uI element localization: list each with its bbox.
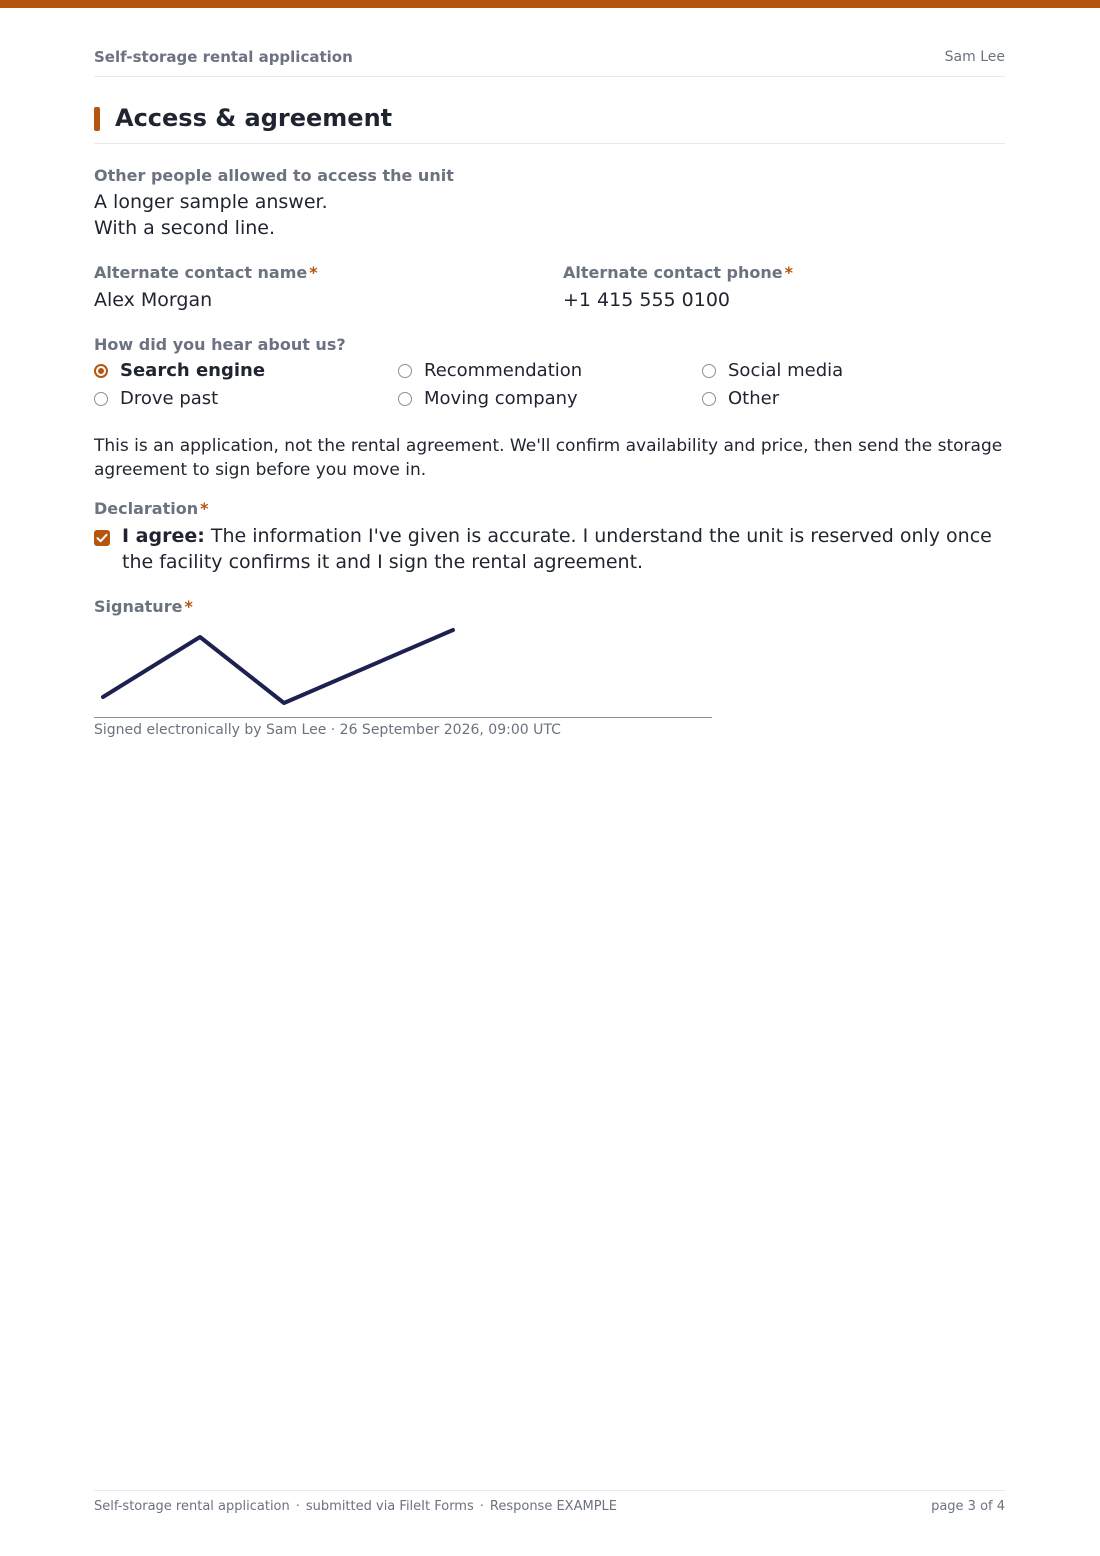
- radio-label: Moving company: [424, 388, 578, 409]
- required-mark: *: [184, 597, 193, 616]
- agree-body: The information I've given is accurate. I understand the unit is reserved only once the facility confirms it and I sign the rental agreement.: [122, 525, 992, 573]
- checkmark-icon: [94, 530, 110, 546]
- top-accent-bar: [0, 0, 1100, 8]
- user-name: Sam Lee: [944, 49, 1005, 65]
- radio-circle[interactable]: [398, 364, 412, 378]
- page-header: [94, 48, 1005, 77]
- radio-label: Social media: [728, 360, 844, 381]
- page-number: page 3 of 4: [931, 1499, 1005, 1514]
- alt-contact-phone-label: Alternate contact phone *: [563, 263, 793, 282]
- declaration-text: [122, 523, 1005, 575]
- alt-contact-name-value: Alex Morgan: [94, 289, 213, 311]
- radio-circle[interactable]: [94, 392, 108, 406]
- agree-lead: I agree:: [122, 525, 205, 547]
- required-mark: *: [200, 499, 209, 518]
- radio-circle[interactable]: [398, 392, 412, 406]
- radio-circle[interactable]: [94, 364, 108, 378]
- alt-contact-name-label: Alternate contact name *: [94, 263, 318, 282]
- other-people-value-line-2: With a second line.: [94, 217, 275, 239]
- section-accent-bar: [94, 107, 100, 131]
- radio-label: Other: [728, 388, 780, 409]
- section-header: [94, 104, 1005, 144]
- signature-caption: Signed electronically by Sam Lee · 26 September 2026, 09:00 UTC: [94, 722, 561, 738]
- footer-info: Self-storage rental application · submitted via FileIt Forms · Response EXAMPLE: [94, 1499, 617, 1514]
- page-footer: [94, 1490, 1005, 1521]
- other-people-label: Other people allowed to access the unit: [94, 166, 454, 185]
- required-mark: *: [309, 263, 318, 282]
- application-note: This is an application, not the rental agreement. We'll confirm availability and price, then send the storage agreement to sign before you move in.: [94, 436, 1003, 480]
- other-people-value-line-1: A longer sample answer.: [94, 191, 328, 213]
- form-title: Self-storage rental application: [94, 48, 353, 66]
- section-title: Access & agreement: [115, 104, 393, 132]
- radio-label: Search engine: [120, 360, 266, 381]
- radio-circle[interactable]: [702, 364, 716, 378]
- required-mark: *: [784, 263, 793, 282]
- signature-drawing: [94, 622, 712, 717]
- radio-circle[interactable]: [702, 392, 716, 406]
- radio-label: Drove past: [120, 388, 219, 409]
- hear-about-label: How did you hear about us?: [94, 335, 346, 354]
- alt-contact-phone-value: +1 415 555 0100: [563, 289, 731, 311]
- agree-checkbox[interactable]: [94, 530, 110, 546]
- declaration-label: Declaration *: [94, 499, 209, 518]
- radio-label: Recommendation: [424, 360, 583, 381]
- signature-label: Signature *: [94, 597, 193, 616]
- signature-pad[interactable]: [94, 622, 712, 718]
